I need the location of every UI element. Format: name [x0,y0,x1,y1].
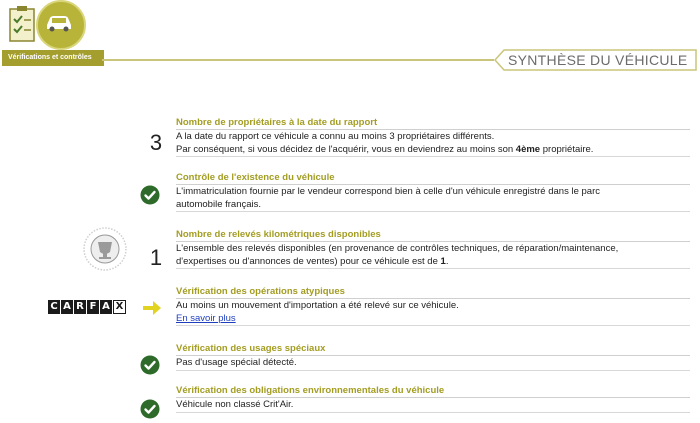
check-icon [140,355,160,375]
section-title: Vérification des usages spéciaux [176,343,326,354]
checklist-icon [8,6,38,44]
section-text: L'immatriculation fournie par le vendeur correspond bien à celle d'un véhicule enregistré dans le parc [176,186,600,197]
check-icon [140,399,160,419]
section-environment [176,385,690,413]
section-owners [176,117,690,157]
section-atypical [176,286,690,326]
section-title: Nombre de relevés kilométriques disponibles [176,229,381,240]
section-text: Au moins un mouvement d'importation a été relevé sur ce véhicule. [176,300,459,311]
section-text: automobile français. [176,199,690,213]
section-title: Nombre de propriétaires à la date du rapport [176,117,378,128]
section-text: Par conséquent, si vous décidez de l'acquérir, vous en deviendrez au moins son 4ème propriétaire. [176,144,690,158]
page-title: SYNTHÈSE DU VÉHICULE [508,52,688,68]
category-badge [2,0,104,70]
mileage-count: 1 [149,245,163,270]
section-text: d'expertises ou d'annonces de ventes) pour ce véhicule est de 1. [176,256,690,270]
header-divider [102,59,494,61]
section-special-use [176,343,690,371]
check-icon [140,185,160,205]
section-text: A la date du rapport ce véhicule a connu au moins 3 propriétaires différents. [176,131,495,142]
section-title: Vérification des opérations atypiques [176,286,345,297]
section-text: Véhicule non classé Crit'Air. [176,399,690,413]
carfax-logo: C A R F A X [48,300,126,314]
section-title: Contrôle de l'existence du véhicule [176,172,335,183]
badge-label: Vérifications et contrôles [2,50,104,66]
learn-more-link[interactable]: En savoir plus [176,312,236,324]
car-icon [44,12,74,32]
section-text: Pas d'usage spécial détecté. [176,357,690,371]
mileage-seal-icon [82,226,128,272]
arrow-right-icon [142,299,162,317]
section-title: Vérification des obligations environnementales du véhicule [176,385,445,396]
section-text: L'ensemble des relevés disponibles (en provenance de contrôles techniques, de réparation/maintenance, [176,243,619,254]
owners-count: 3 [149,130,163,155]
section-header [494,49,697,71]
section-mileage [176,229,690,269]
section-existence [176,172,690,212]
